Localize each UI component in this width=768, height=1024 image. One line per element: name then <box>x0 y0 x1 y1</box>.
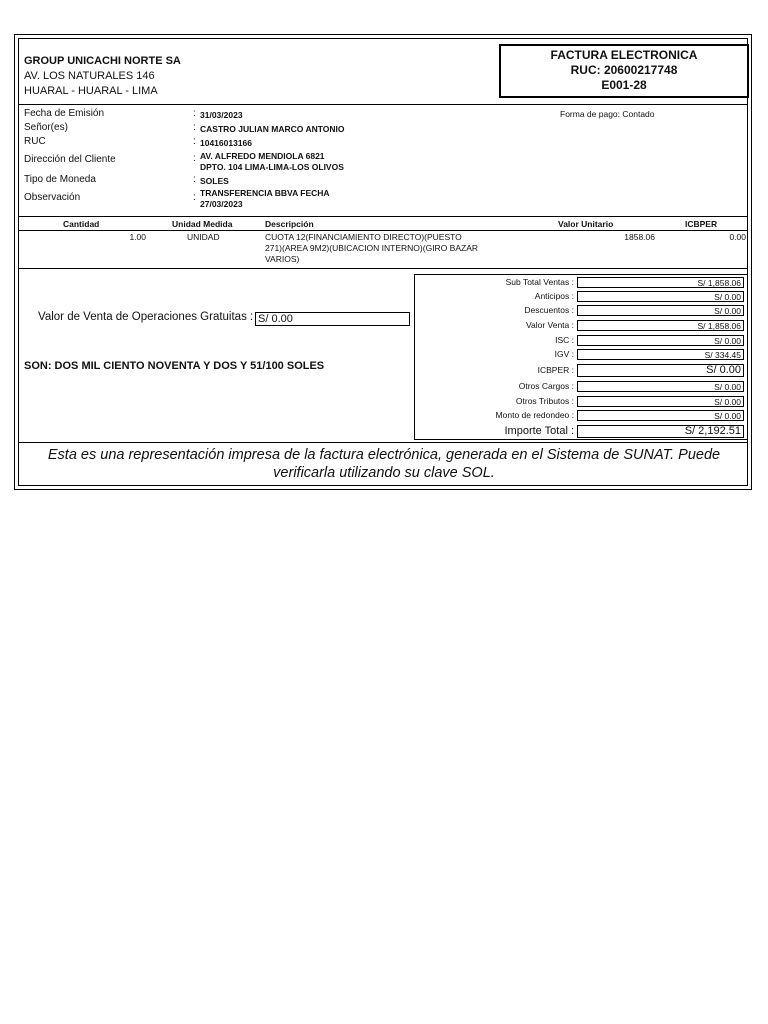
descuentos-value: S/ 0.00 <box>577 305 744 316</box>
item-descripcion: CUOTA 12(FINANCIAMIENTO DIRECTO)(PUESTO 271)(AREA 9M2)(UBICACION INTERNO)(GIRO BAZAR VARIOS) <box>265 232 479 264</box>
observation-line2: 27/03/2023 <box>200 199 243 209</box>
client-address-label: Dirección del Cliente <box>24 154 116 165</box>
client-ruc-value: 10416013166 <box>200 138 253 148</box>
item-valor-unitario: 1858.06 <box>624 232 655 242</box>
isc-label: ISC : <box>555 335 574 345</box>
company-location: HUARAL - HUARAL - LIMA <box>24 85 158 97</box>
importe-total-label: Importe Total : <box>504 425 574 437</box>
isc-value: S/ 0.00 <box>577 335 744 346</box>
payment-form: Forma de pago: Contado <box>560 109 655 119</box>
icbper-label: ICBPER : <box>537 365 574 375</box>
currency-value: SOLES <box>200 176 229 186</box>
col-icbper: ICBPER <box>685 219 718 229</box>
item-unidad: UNIDAD <box>187 232 220 242</box>
invoice-number: E001-28 <box>601 78 647 92</box>
footer-note: Esta es una representación impresa de la factura electrónica, generada en el Sistema de SUNAT. Puede verificarla utilizando su clave SOL. <box>47 447 721 481</box>
observation-line1: TRANSFERENCIA BBVA FECHA <box>200 188 330 198</box>
otros-cargos-label: Otros Cargos : <box>518 381 574 391</box>
client-address-line1: AV. ALFREDO MENDIOLA 6821 <box>200 151 325 161</box>
subtotal-label: Sub Total Ventas : <box>505 277 574 287</box>
descuentos-label: Descuentos : <box>524 305 574 315</box>
redondeo-label: Monto de redondeo : <box>495 410 574 420</box>
col-descripcion: Descripción <box>265 219 314 229</box>
table-header-line <box>18 230 748 231</box>
issue-date-value: 31/03/2023 <box>200 110 243 120</box>
header-divider <box>18 104 748 105</box>
col-cantidad: Cantidad <box>63 219 100 229</box>
gratuitas-label: Valor de Venta de Operaciones Gratuitas : <box>38 311 254 323</box>
client-name-label: Señor(es) <box>24 122 68 133</box>
table-top-line <box>18 216 748 217</box>
subtotal-value: S/ 1,858.06 <box>577 277 744 288</box>
otros-tributos-value: S/ 0.00 <box>577 396 744 407</box>
col-valor-unitario: Valor Unitario <box>558 219 614 229</box>
client-name-value: CASTRO JULIAN MARCO ANTONIO <box>200 124 345 134</box>
invoice-id-box <box>499 44 749 98</box>
company-name: GROUP UNICACHI NORTE SA <box>24 55 181 67</box>
client-address-line2: DPTO. 104 LIMA-LIMA-LOS OLIVOS <box>200 162 344 172</box>
otros-cargos-value: S/ 0.00 <box>577 381 744 392</box>
otros-tributos-label: Otros Tributos : <box>515 396 574 406</box>
item-cantidad: 1.00 <box>129 232 146 242</box>
item-icbper: 0.00 <box>729 232 746 242</box>
igv-value: S/ 334.45 <box>577 349 744 360</box>
currency-label: Tipo de Moneda <box>24 174 96 185</box>
invoice-ruc: RUC: 20600217748 <box>570 63 678 77</box>
icbper-value: S/ 0.00 <box>577 364 744 377</box>
company-address: AV. LOS NATURALES 146 <box>24 70 155 82</box>
col-unidad-medida: Unidad Medida <box>172 219 233 229</box>
anticipos-value: S/ 0.00 <box>577 291 744 302</box>
anticipos-label: Anticipos : <box>534 291 574 301</box>
amount-in-words: SON: DOS MIL CIENTO NOVENTA Y DOS Y 51/100 SOLES <box>24 360 325 372</box>
redondeo-value: S/ 0.00 <box>577 410 744 421</box>
importe-total-value: S/ 2,192.51 <box>577 425 744 438</box>
igv-label: IGV : <box>554 349 574 359</box>
footer-divider <box>18 442 748 443</box>
gratuitas-value: S/ 0.00 <box>255 312 410 326</box>
invoice-type: FACTURA ELECTRONICA <box>550 48 698 62</box>
valor-venta-value: S/ 1,858.06 <box>577 320 744 331</box>
observation-label: Observación <box>24 192 81 203</box>
client-ruc-label: RUC <box>24 136 46 147</box>
table-bottom-line <box>18 268 748 269</box>
issue-date-label: Fecha de Emisión <box>24 108 105 119</box>
valor-venta-label: Valor Venta : <box>525 320 574 330</box>
